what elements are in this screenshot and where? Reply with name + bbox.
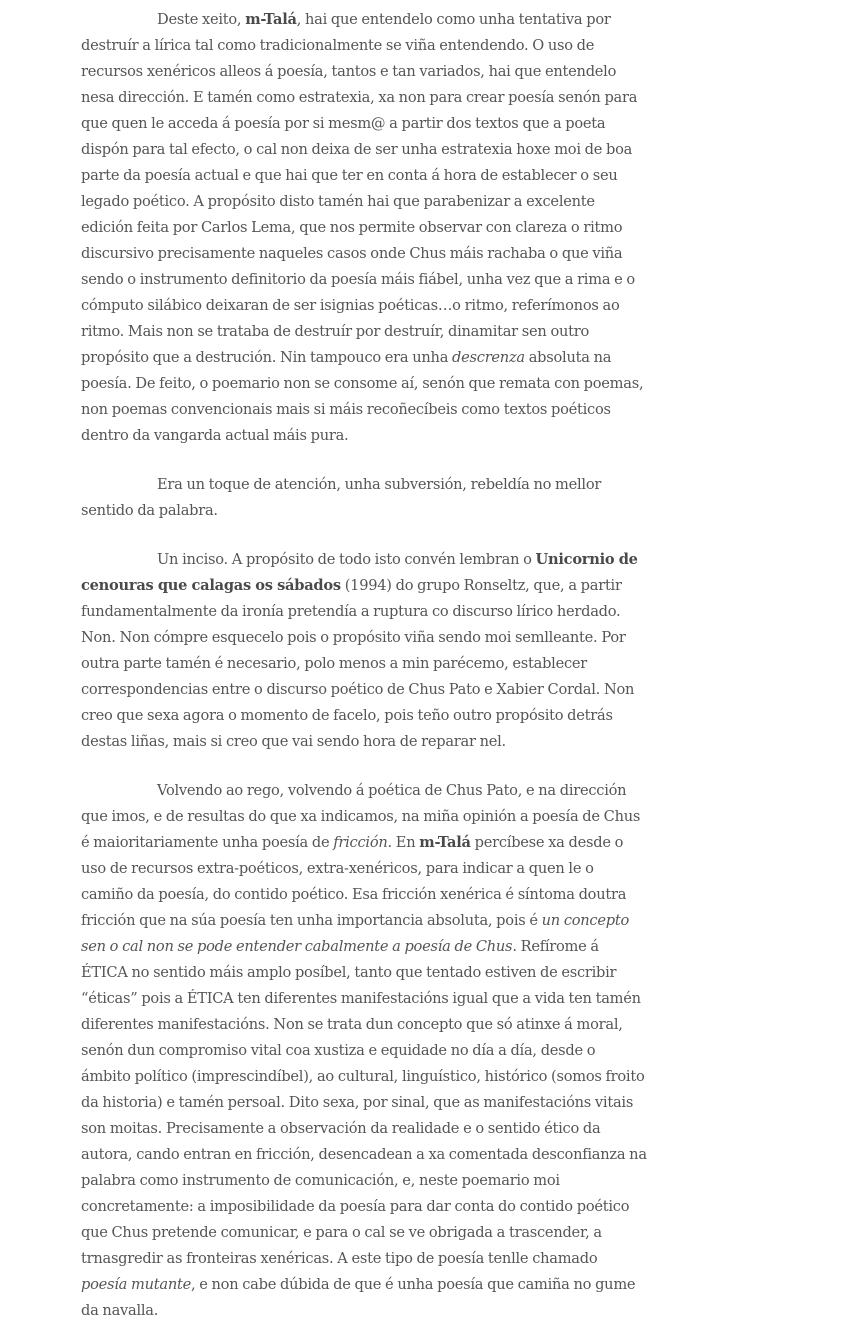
paragraph-text: Un inciso. A propósito de todo isto convén lembran o (157, 551, 536, 568)
paragraph-text: Volvendo ao rego, volvendo á poética de Chus Pato, e na dirección que imos, e de resultas do que xa indicamos, na miña opinión a poesía de Chus é maioritariamente unha poesía de (81, 782, 641, 851)
article-body (81, 7, 647, 1324)
paragraph-text: percíbese xa desde o uso de recursos extra-poéticos, extra-xenéricos, para indicar a quen le o camiño da poesía, do contido poético. Esa fricción xenérica é síntoma doutra fricción que na súa poesía ten unha importancia absoluta, pois é (81, 834, 627, 929)
paragraph-text: . En (387, 834, 420, 851)
paragraph-text: (1994) do grupo Ronseltz, que, a partir fundamentalmente da ironía pretendía a ruptura co discurso lírico herdado. Non. Non cómpre esquecelo pois o propósito viña sendo moi semlleante. Por outra parte tamén é necesario, polo menos a min parécemo, establecer correspondencias entre o discurso poético de Chus Pato e Xabier Cordal. Non creo que sexa agora o momento de facelo, pois teño outro propósito detrás destas liñas, mais si creo que vai sendo hora de reparar nel. (81, 577, 635, 750)
emphasis-text: fricción (333, 834, 388, 851)
bold-title: m-Talá (419, 834, 471, 851)
paragraph-text: Era un toque de atención, unha subversión, rebeldía no mellor sentido da palabra. (81, 476, 602, 519)
paragraph (81, 7, 647, 449)
paragraph (81, 472, 647, 524)
paragraph-text: . Refírome á ÉTICA no sentido máis amplo posíbel, tanto que tentado estiven de escribir “éticas” pois a ÉTICA ten diferentes manifestacións igual que a vida ten tamén diferentes manifestacións. Non se trata dun concepto que só atinxe á moral, senón dun compromiso vital coa xustiza e equidade no día a día, desde o ámbito político (imprescindíbel), ao cultural, linguístico, histórico (somos froito da historia) e tamén persoal. Dito sexa, por sinal, que as manifestacións vitais son moitas. Precisamente a observación da realidade e o sentido ético da autora, cando entran en fricción, desencadean a xa comentada desconfianza na palabra como instrumento de comunicación, e, neste poemario moi concretamente: a imposibilidade da poesía para dar conta do contido poético que Chus pretende comunicar, e para o cal se ve obrigada a trascender, a trnasgredir as fronteiras xenéricas. A este tipo de poesía tenlle chamado (81, 938, 647, 1267)
paragraph-text: , hai que entendelo como unha tentativa por destruír a lírica tal como tradicionalmente se viña entendendo. O uso de recursos xenéricos alleos á poesía, tantos e tan variados, hai que entendelo nesa dirección. E tamén como estratexia, xa non para crear poesía senón para que quen le acceda á poesía por si mesm@ a partir dos textos que a poeta dispón para tal efecto, o cal non deixa de ser unha estratexia hoxe moi de boa parte da poesía actual e que hai que ter en conta á hora de establecer o seu legado poético. A propósito disto tamén hai que parabenizar a excelente edición feita por Carlos Lema, que nos permite observar con clareza o ritmo discursivo precisamente naqueles casos onde Chus máis rachaba o que viña sendo o instrumento definitorio da poesía máis fiábel, unha vez que a rima e o cómputo silábico deixaran de ser isignias poéticas…o ritmo, referímonos ao ritmo. Mais non se trataba de destruír por destruír, dinamitar sen outro propósito que a destrución. Nin tampouco era unha (81, 11, 638, 366)
emphasis-text: un concepto sen o cal non se pode entender cabalmente a poesía de Chus (81, 912, 629, 955)
emphasis-text: descrenza (452, 349, 525, 366)
emphasis-text: poesía mutante (81, 1276, 191, 1293)
paragraph-text: Deste xeito, (157, 11, 246, 28)
paragraph (81, 547, 647, 755)
paragraph (81, 778, 647, 1324)
bold-title: Unicornio de cenouras que calagas os sábados (81, 551, 638, 594)
paragraph-text: absoluta na poesía. De feito, o poemario non se consome aí, senón que remata con poemas, non poemas convencionais mais si máis recoñecíbeis como textos poéticos dentro da vangarda actual máis pura. (81, 349, 644, 444)
bold-title: m-Talá (245, 11, 297, 28)
paragraph-text: , e non cabe dúbida de que é unha poesía que camiña no gume da navalla. (81, 1276, 636, 1319)
